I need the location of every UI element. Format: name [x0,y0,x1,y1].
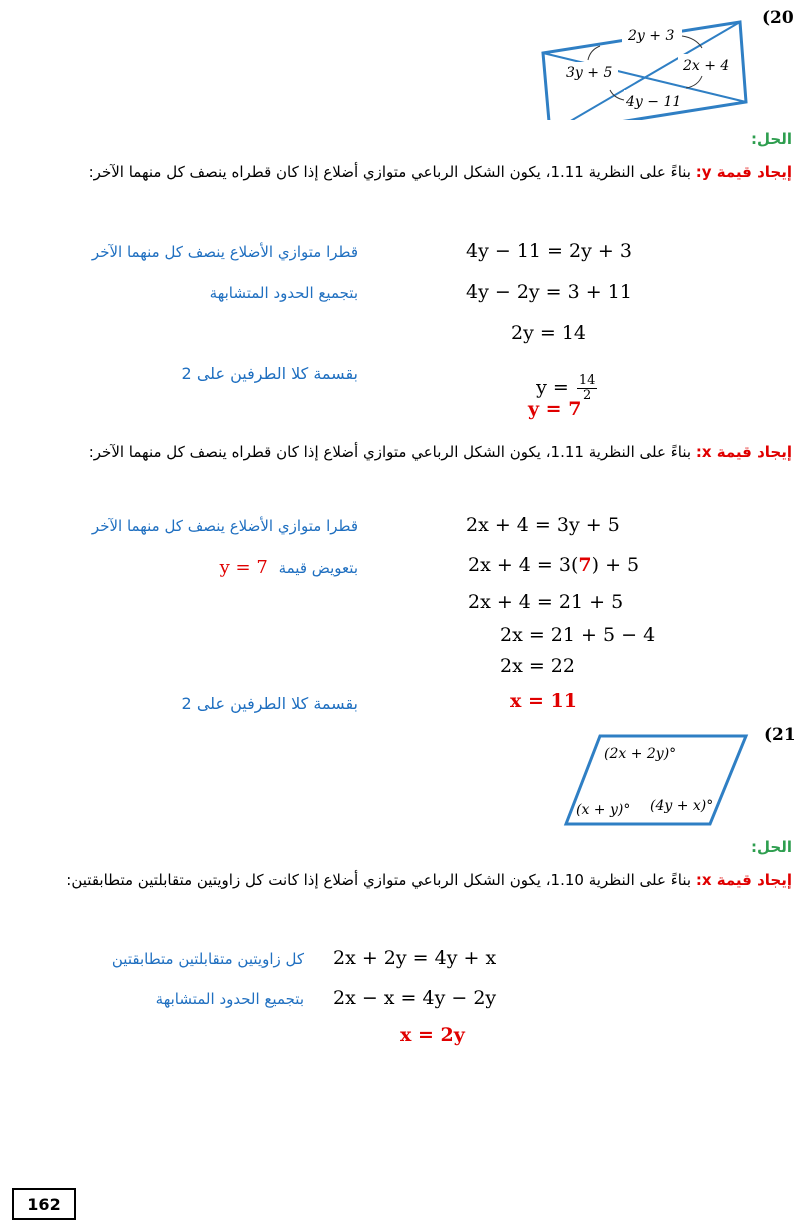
result-x: x = 11 [510,690,577,712]
fraction-numerator: 14 [578,373,596,388]
equation-prefix: y = [536,376,575,399]
step-label: قطرا متوازي الأضلاع ينصف كل منهما الآخر [91,243,358,261]
angle-label-2x-plus-2y: (2x + 2y)° [604,746,677,762]
find-x-paragraph [8,438,792,466]
solution-heading: الحل: [751,130,792,148]
equation: 2x − x = 4y − 2y [333,987,497,1009]
label-3y-plus-5: 3y + 5 [566,65,613,81]
result-y: y = 7 [528,398,582,420]
step-label: بتجميع الحدود المتشابهة [155,990,304,1008]
angle-label-4y-plus-x: (4y + x)° [650,798,714,814]
equation: 2x = 21 + 5 − 4 [500,624,656,646]
problem-21-figure [562,732,752,832]
equation: 2x = 22 [500,655,575,677]
equation: 4y − 11 = 2y + 3 [466,240,632,262]
find-y-paragraph [8,158,792,186]
label-2y-plus-3: 2y + 3 [628,28,675,44]
find-x-text: بناءً على النظرية 1.11، يكون الشكل الرباعي متوازي أضلاع إذا كان قطراه ينصف كل منهما الآخر: [88,443,692,461]
equation: 2x + 4 = 21 + 5 [468,591,624,613]
find-y-text: بناءً على النظرية 1.11، يكون الشكل الرباعي متوازي أضلاع إذا كان قطراه ينصف كل منهما الآخر: [88,163,691,181]
find-x-title: إيجاد قيمة x: [695,871,792,889]
equation-part: 2x + 4 = 3( [468,554,579,576]
problem-21-number: (21 [764,725,796,745]
solution-heading: الحل: [751,838,792,856]
equation: 2x + 4 = 3y + 5 [466,514,620,536]
problem-20-figure [540,20,750,120]
find-y-title: إيجاد قيمة y: [695,163,792,181]
problem-20-number: (20 [762,8,794,28]
step-label: كل زاويتين متقابلتين متطابقتين [111,950,304,968]
step-label: بتعويض قيمة [278,559,358,577]
substitution-value: y = 7 [219,557,268,578]
find-x-text: بناءً على النظرية 1.10، يكون الشكل الرباعي متوازي أضلاع إذا كانت كل زاويتين متقابلتين متطابقتين: [66,871,692,889]
step-label: بقسمة كلا الطرفين على 2 [181,694,358,713]
step-label: قطرا متوازي الأضلاع ينصف كل منهما الآخر [91,517,358,535]
equation: 4y − 2y = 3 + 11 [466,281,632,303]
equation: 2x + 2y = 4y + x [333,947,497,969]
find-x-paragraph [8,866,792,894]
equation-part: ) + 5 [591,554,640,576]
equation [468,554,639,576]
step-label: بقسمة كلا الطرفين على 2 [181,364,358,383]
angle-label-x-plus-y: (x + y)° [576,802,631,818]
label-2x-plus-4: 2x + 4 [683,58,730,74]
result-x-equals-2y: x = 2y [400,1024,465,1046]
substitution-label [220,557,358,578]
equation: 2y = 14 [511,322,586,344]
step-label: بتجميع الحدود المتشابهة [209,284,358,302]
equation-fraction [524,352,597,403]
label-4y-minus-11: 4y − 11 [626,94,682,110]
substituted-value: 7 [578,554,592,576]
find-x-title: إيجاد قيمة x: [695,443,792,461]
fraction-denominator: 2 [582,388,592,403]
page-number: 162 [12,1188,76,1220]
